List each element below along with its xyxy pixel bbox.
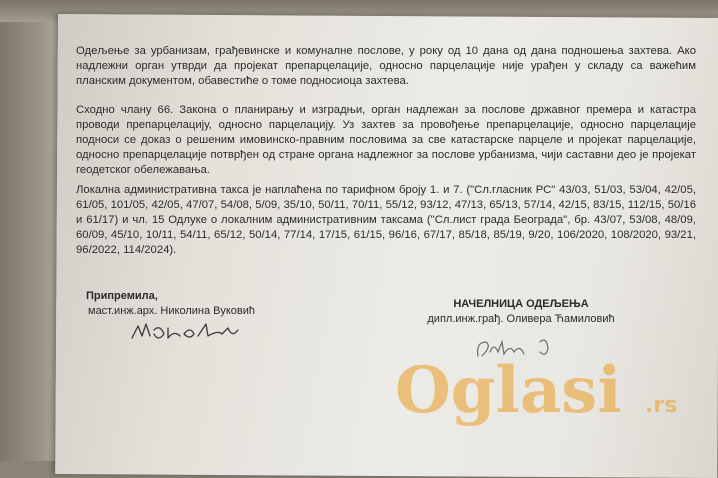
head-name: дипл.инж.грађ. Оливера Ћамиловић	[427, 313, 615, 325]
head-title: НАЧЕЛНИЦА ОДЕЉЕЊА	[453, 298, 589, 310]
paragraph-1: Одељење за урбанизам, грађевинске и комуналне послове, у року од 10 дана од дана подношења захтева. Ако надлежни орган утврди да пројекат препарцелације, односно парцелације није урађен у складу са важећим планским документом, обавестиће о томе подносиоца захтева.	[76, 45, 696, 87]
watermark-suffix: .rs	[645, 393, 678, 418]
prepared-by-name: маст.инж.арх. Николина Вуковић	[88, 305, 255, 317]
head-of-department-block	[426, 297, 616, 327]
watermark-text: Oglasi	[395, 353, 622, 428]
prepared-by-label: Припремила,	[86, 290, 158, 302]
background-table	[0, 0, 60, 461]
handwritten-signature-left	[128, 318, 258, 346]
oglasi-watermark-logo	[395, 350, 695, 430]
paragraph-2: Сходно члану 66. Закона о планирању и изградњи, орган надлежан за послове државног премера и катастра проводи препарцелацију, односно парцелацију. Уз захтев за провођење препарцелације, односно парцелације подноси се доказ о решеним имовинско-правним пословима за све катастарске парцеле и пројекат парцелације, односно препарцелације потврђен од стране органа надлежног за послове урбанизма, чији саставни део је пројекат геодетског обележавања.	[76, 104, 696, 176]
prepared-by-block	[86, 289, 255, 319]
paragraph-3: Локална административна такса је наплаћена по тарифном броју 1. и 7. ("Сл.гласник РС" 43/03, 51/03, 53/04, 42/05, 61/05, 101/05, 42/05, 47/07, 54/08, 5/09, 35/10, 50/11, 70/11, 55/12, 93/12, 47/13, 65/13, 57/14, 42/15, 83/15, 112/15, 50/16 и 61/17) и чл. 15 Одлуке о локалним административним таксама ("Сл.лист града Београда", бр. 43/07, 53/08, 48/09, 60/09, 45/10, 10/11, 54/11, 65/12, 50/14, 77/14, 17/15, 61/15, 96/16, 67/17, 85/18, 85/19, 9/20, 106/2020, 108/2020, 93/21, 96/2022, 114/2024).	[76, 184, 696, 256]
